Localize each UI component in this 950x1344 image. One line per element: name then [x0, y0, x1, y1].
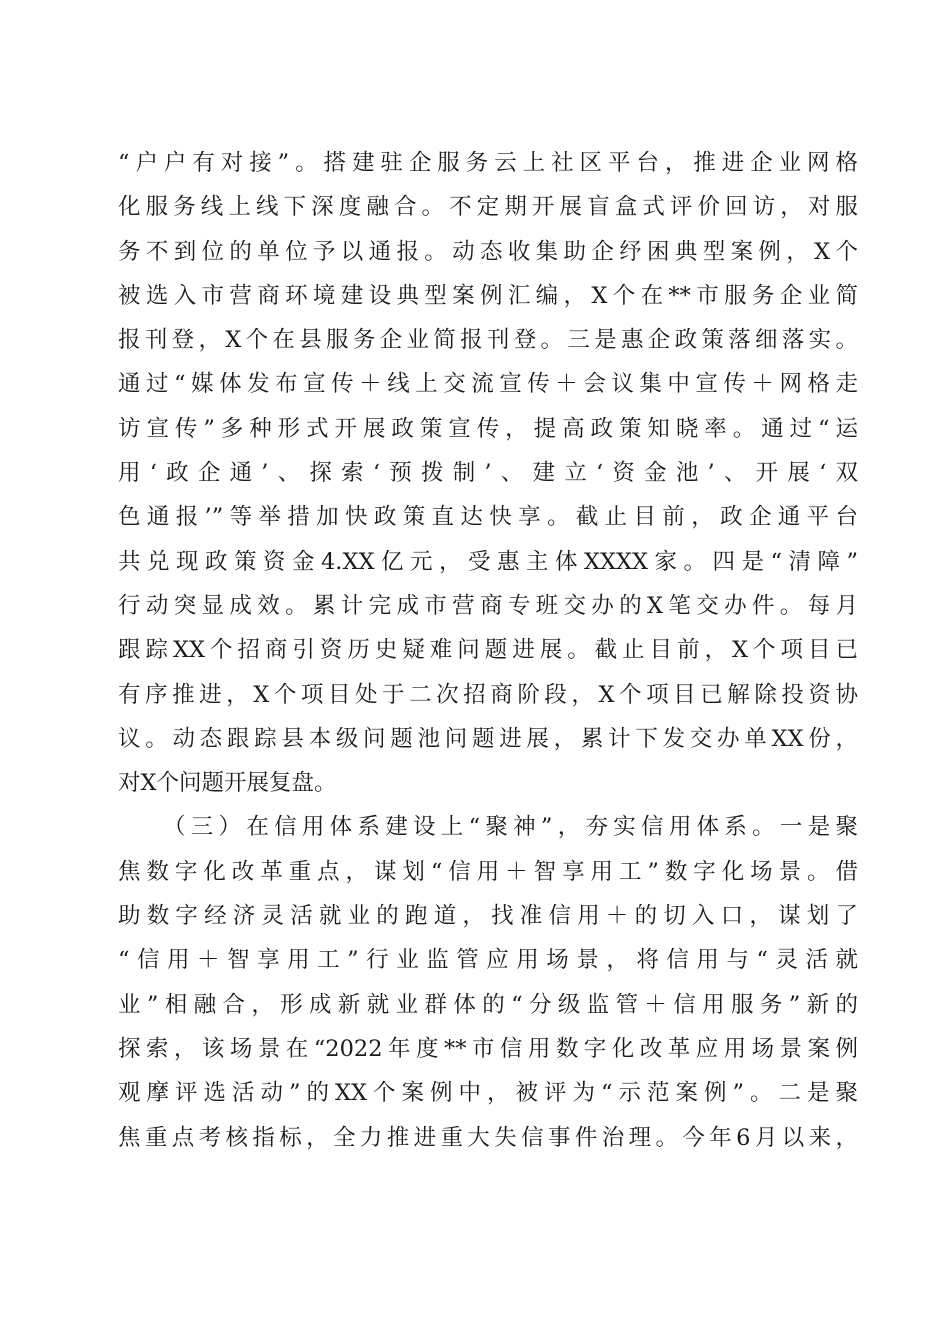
text-line: 观摩评选活动”的XX个案例中，被评为“示范案例”。二是聚: [118, 1080, 858, 1107]
text-line: 务不到位的单位予以通报。动态收集助企纾困典型案例，X个: [118, 238, 858, 265]
text-line: 访宣传”多种形式开展政策宣传，提高政策知晓率。通过“运: [118, 415, 858, 442]
text-line: （三）在信用体系建设上“聚神”，夯实信用体系。一是聚: [163, 814, 858, 841]
text-line: 用‘政企通’、探索‘预拨制’、建立‘资金池’、开展‘双: [118, 460, 858, 487]
text-line: 化服务线上线下深度融合。不定期开展盲盒式评价回访，对服: [118, 194, 858, 221]
text-line: 助数字经济灵活就业的跑道，找准信用＋的切入口，谋划了: [118, 903, 858, 930]
paragraph-1: [118, 141, 858, 805]
text-line: 焦数字化改革重点，谋划“信用＋智享用工”数字化场景。借: [118, 858, 858, 885]
text-line: 色通报’”等举措加快政策直达快享。截止目前，政企通平台: [118, 504, 858, 531]
text-line: 议。动态跟踪县本级问题池问题进展，累计下发交办单XX份，: [118, 725, 858, 752]
paragraph-2: [118, 805, 858, 1159]
text-line: 业”相融合，形成新就业群体的“分级监管＋信用服务”新的: [118, 991, 858, 1018]
text-line: 报刊登，X个在县服务企业简报刊登。三是惠企政策落细落实。: [118, 327, 858, 354]
text-line: 被选入市营商环境建设典型案例汇编，X个在**市服务企业简: [118, 282, 858, 309]
text-line: 行动突显成效。累计完成市营商专班交办的X笔交办件。每月: [118, 592, 858, 619]
text-line: 通过“媒体发布宣传＋线上交流宣传＋会议集中宣传＋网格走: [118, 371, 858, 398]
text-line: 有序推进，X个项目处于二次招商阶段，X个项目已解除投资协: [118, 681, 858, 708]
text-line: 对X个问题开展复盘。: [118, 770, 337, 797]
text-line: 共兑现政策资金4.XX亿元，受惠主体XXXX家。四是“清障”: [118, 548, 858, 575]
document-body: [118, 141, 858, 1160]
text-line: 焦重点考核指标，全力推进重大失信事件治理。今年6月以来，: [118, 1124, 858, 1151]
text-line: “信用＋智享用工”行业监管应用场景，将信用与“灵活就: [118, 947, 858, 974]
text-line: 跟踪XX个招商引资历史疑难问题进展。截止目前，X个项目已: [118, 637, 858, 664]
text-line: “户户有对接”。搭建驻企服务云上社区平台，推进企业网格: [118, 150, 858, 176]
text-line: 探索，该场景在“2022年度**市信用数字化改革应用场景案例: [118, 1035, 858, 1062]
